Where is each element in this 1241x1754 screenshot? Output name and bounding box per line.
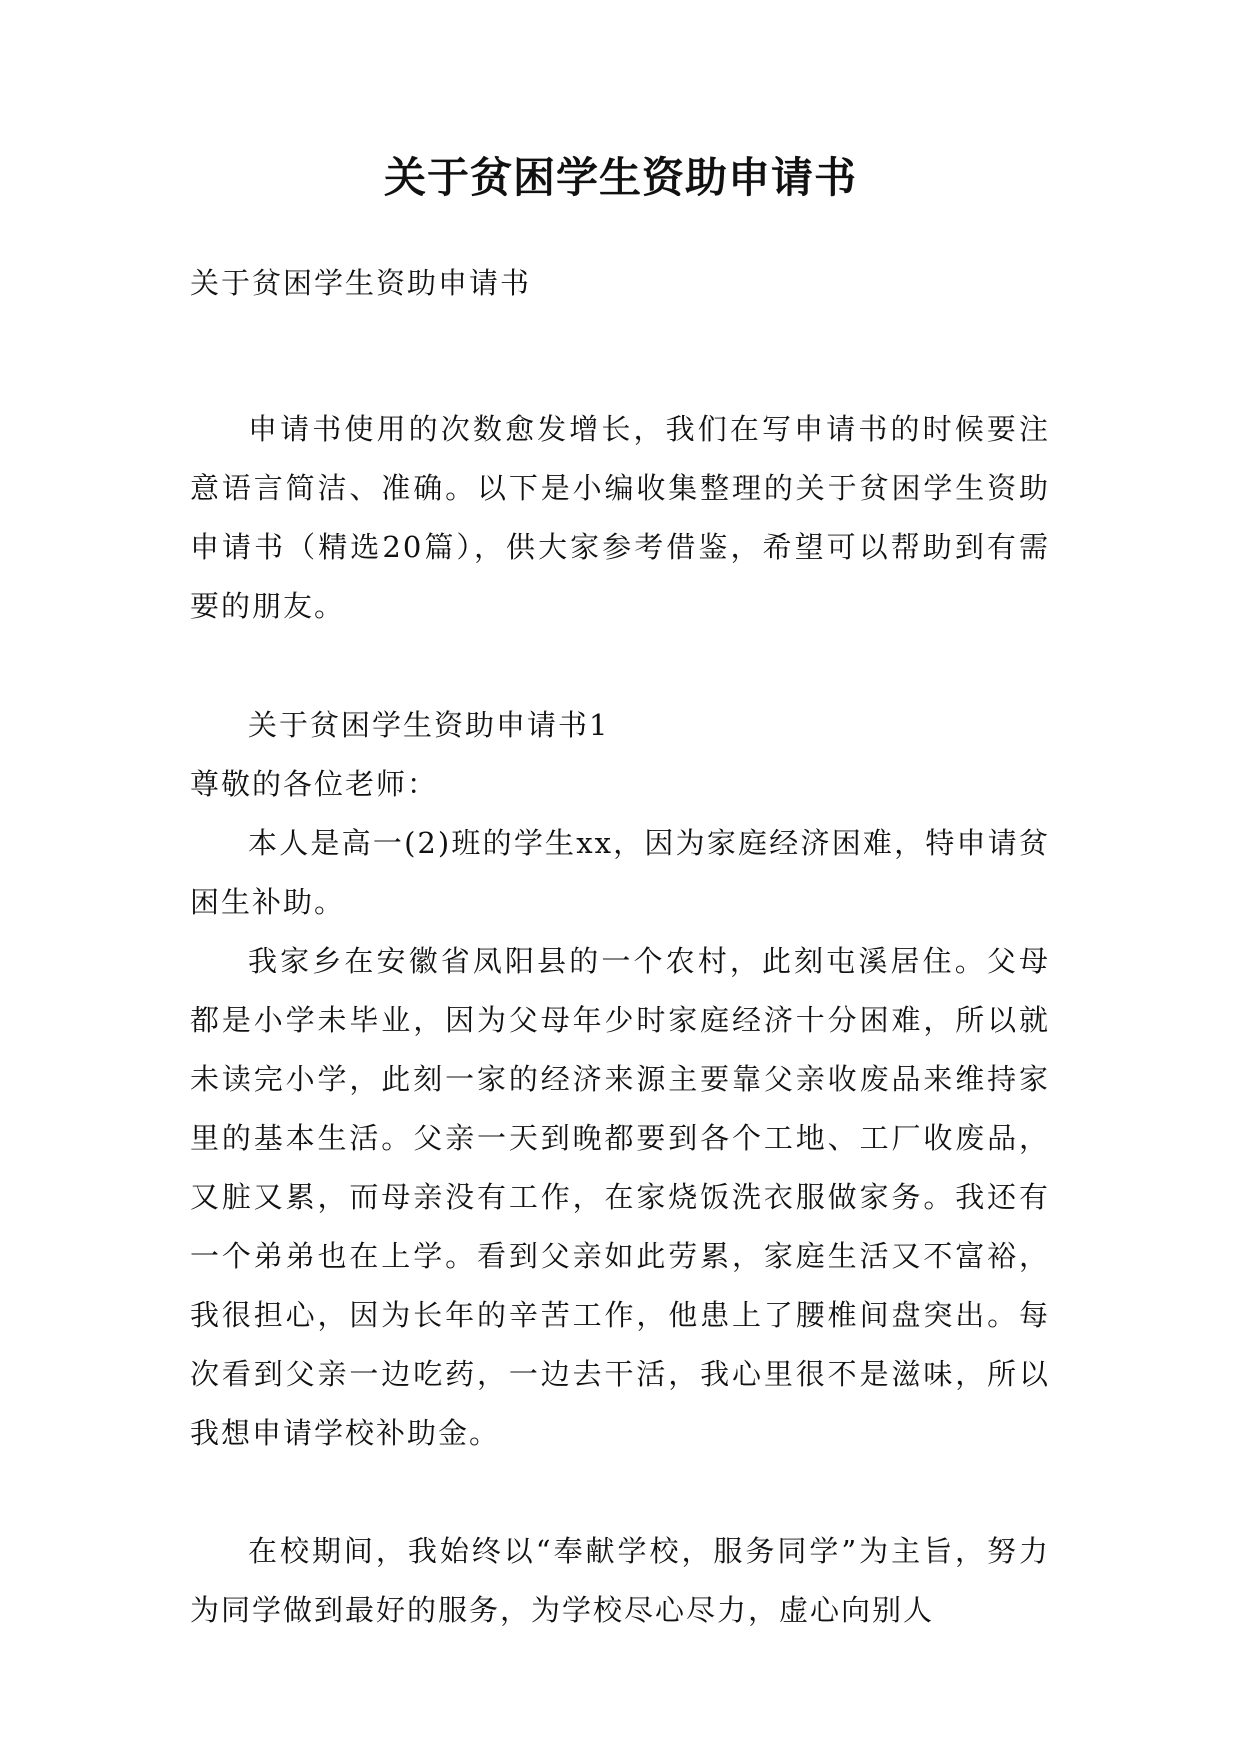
body-paragraph-1: 本人是高一(2)班的学生xx，因为家庭经济困难，特申请贫困生补助。: [190, 826, 1050, 919]
document-title: 关于贫困学生资助申请书: [383, 153, 857, 202]
document-subtitle: 关于贫困学生资助申请书: [190, 266, 532, 300]
section-heading: 关于贫困学生资助申请书1: [248, 708, 610, 742]
body-paragraph-2: 我家乡在安徽省凤阳县的一个农村，此刻屯溪居住。父母都是小学未毕业，因为父母年少时家庭经济十分困难，所以就未读完小学，此刻一家的经济来源主要靠父亲收废品来维持家里的基本生活。父亲一天到晚都要到各个工地、工厂收废品，又脏又累，而母亲没有工作，在家烧饭洗衣服做家务。我还有一个弟弟也在上学。看到父亲如此劳累，家庭生活又不富裕，我很担心，因为长年的辛苦工作，他患上了腰椎间盘突出。每次看到父亲一边吃药，一边去干活，我心里很不是滋味，所以我想申请学校补助金。: [190, 944, 1050, 1450]
intro-paragraph: 申请书使用的次数愈发增长，我们在写申请书的时候要注意语言简洁、准确。以下是小编收集整理的关于贫困学生资助申请书（精选20篇），供大家参考借鉴，希望可以帮助到有需要的朋友。: [190, 412, 1050, 623]
body-paragraph-3: 在校期间，我始终以“奉献学校，服务同学”为主旨，努力为同学做到最好的服务，为学校尽心尽力，虚心向别人: [190, 1534, 1050, 1627]
salutation: 尊敬的各位老师：: [190, 767, 439, 801]
